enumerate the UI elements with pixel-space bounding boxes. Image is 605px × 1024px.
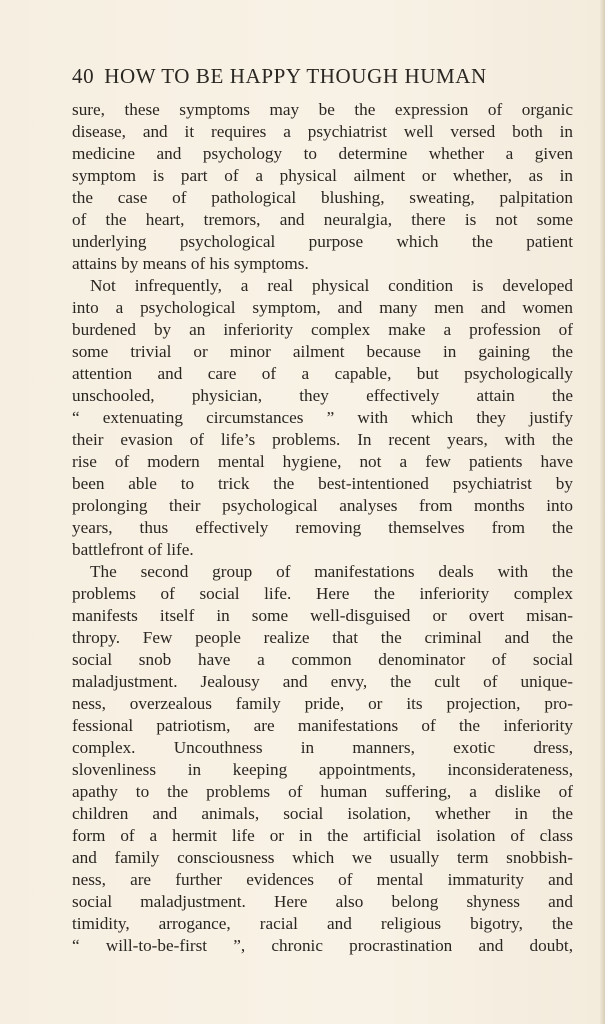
text-line: symptom is part of a physical ailment or whether, as in bbox=[72, 166, 573, 185]
body-text bbox=[72, 99, 573, 957]
text-line: thropy. Few people realize that the criminal and the bbox=[72, 628, 573, 647]
page-number: 40 bbox=[72, 64, 95, 88]
text-line: their evasion of life’s problems. In recent years, with the bbox=[72, 430, 573, 449]
text-line: children and animals, social isolation, whether in the bbox=[72, 804, 573, 823]
text-line: ness, are further evidences of mental immaturity and bbox=[72, 870, 573, 889]
text-line: social maladjustment. Here also belong shyness and bbox=[72, 892, 573, 911]
text-line: years, thus effectively removing themselves from the bbox=[72, 518, 573, 537]
text-line: and family consciousness which we usually term snobbish- bbox=[72, 848, 573, 867]
page-edge bbox=[600, 0, 605, 1024]
text-line: apathy to the problems of human suffering, a dislike of bbox=[72, 782, 573, 801]
text-line: rise of modern mental hygiene, not a few patients have bbox=[72, 452, 573, 471]
text-line: fessional patriotism, are manifestations of the inferiority bbox=[72, 716, 573, 735]
text-line: maladjustment. Jealousy and envy, the cult of unique- bbox=[72, 672, 573, 691]
text-line: The second group of manifestations deals with the bbox=[90, 562, 573, 581]
text-line: Not infrequently, a real physical condition is developed bbox=[90, 276, 573, 295]
text-line: unschooled, physician, they effectively attain the bbox=[72, 386, 573, 405]
text-line: timidity, arrogance, racial and religious bigotry, the bbox=[72, 914, 573, 933]
text-line: some trivial or minor ailment because in gaining the bbox=[72, 342, 573, 361]
running-head bbox=[72, 64, 572, 89]
text-line: ness, overzealous family pride, or its projection, pro- bbox=[72, 694, 573, 713]
text-line: “ will-to-be-first ”, chronic procrastination and doubt, bbox=[72, 936, 573, 955]
text-line: battlefront of life. bbox=[72, 540, 194, 559]
text-line: of the heart, tremors, and neuralgia, there is not some bbox=[72, 210, 573, 229]
text-line: been able to trick the best-intentioned psychiatrist by bbox=[72, 474, 573, 493]
text-line: “ extenuating circumstances ” with which they justify bbox=[72, 408, 573, 427]
text-line: manifests itself in some well-disguised or overt misan- bbox=[72, 606, 573, 625]
text-line: the case of pathological blushing, sweating, palpitation bbox=[72, 188, 573, 207]
text-line: into a psychological symptom, and many men and women bbox=[72, 298, 573, 317]
text-line: prolonging their psychological analyses from months into bbox=[72, 496, 573, 515]
text-line: form of a hermit life or in the artificial isolation of class bbox=[72, 826, 573, 845]
text-line: problems of social life. Here the inferiority complex bbox=[72, 584, 573, 603]
text-line: underlying psychological purpose which the patient bbox=[72, 232, 573, 251]
text-line: attains by means of his symptoms. bbox=[72, 254, 309, 273]
text-line: slovenliness in keeping appointments, inconsiderateness, bbox=[72, 760, 573, 779]
text-line: complex. Uncouthness in manners, exotic dress, bbox=[72, 738, 573, 757]
text-line: medicine and psychology to determine whether a given bbox=[72, 144, 573, 163]
text-line: attention and care of a capable, but psychologically bbox=[72, 364, 573, 383]
text-line: social snob have a common denominator of social bbox=[72, 650, 573, 669]
text-line: burdened by an inferiority complex make a profession of bbox=[72, 320, 573, 339]
text-line: disease, and it requires a psychiatrist well versed both in bbox=[72, 122, 573, 141]
text-line: sure, these symptoms may be the expression of organic bbox=[72, 100, 573, 119]
running-title: HOW TO BE HAPPY THOUGH HUMAN bbox=[104, 64, 487, 88]
